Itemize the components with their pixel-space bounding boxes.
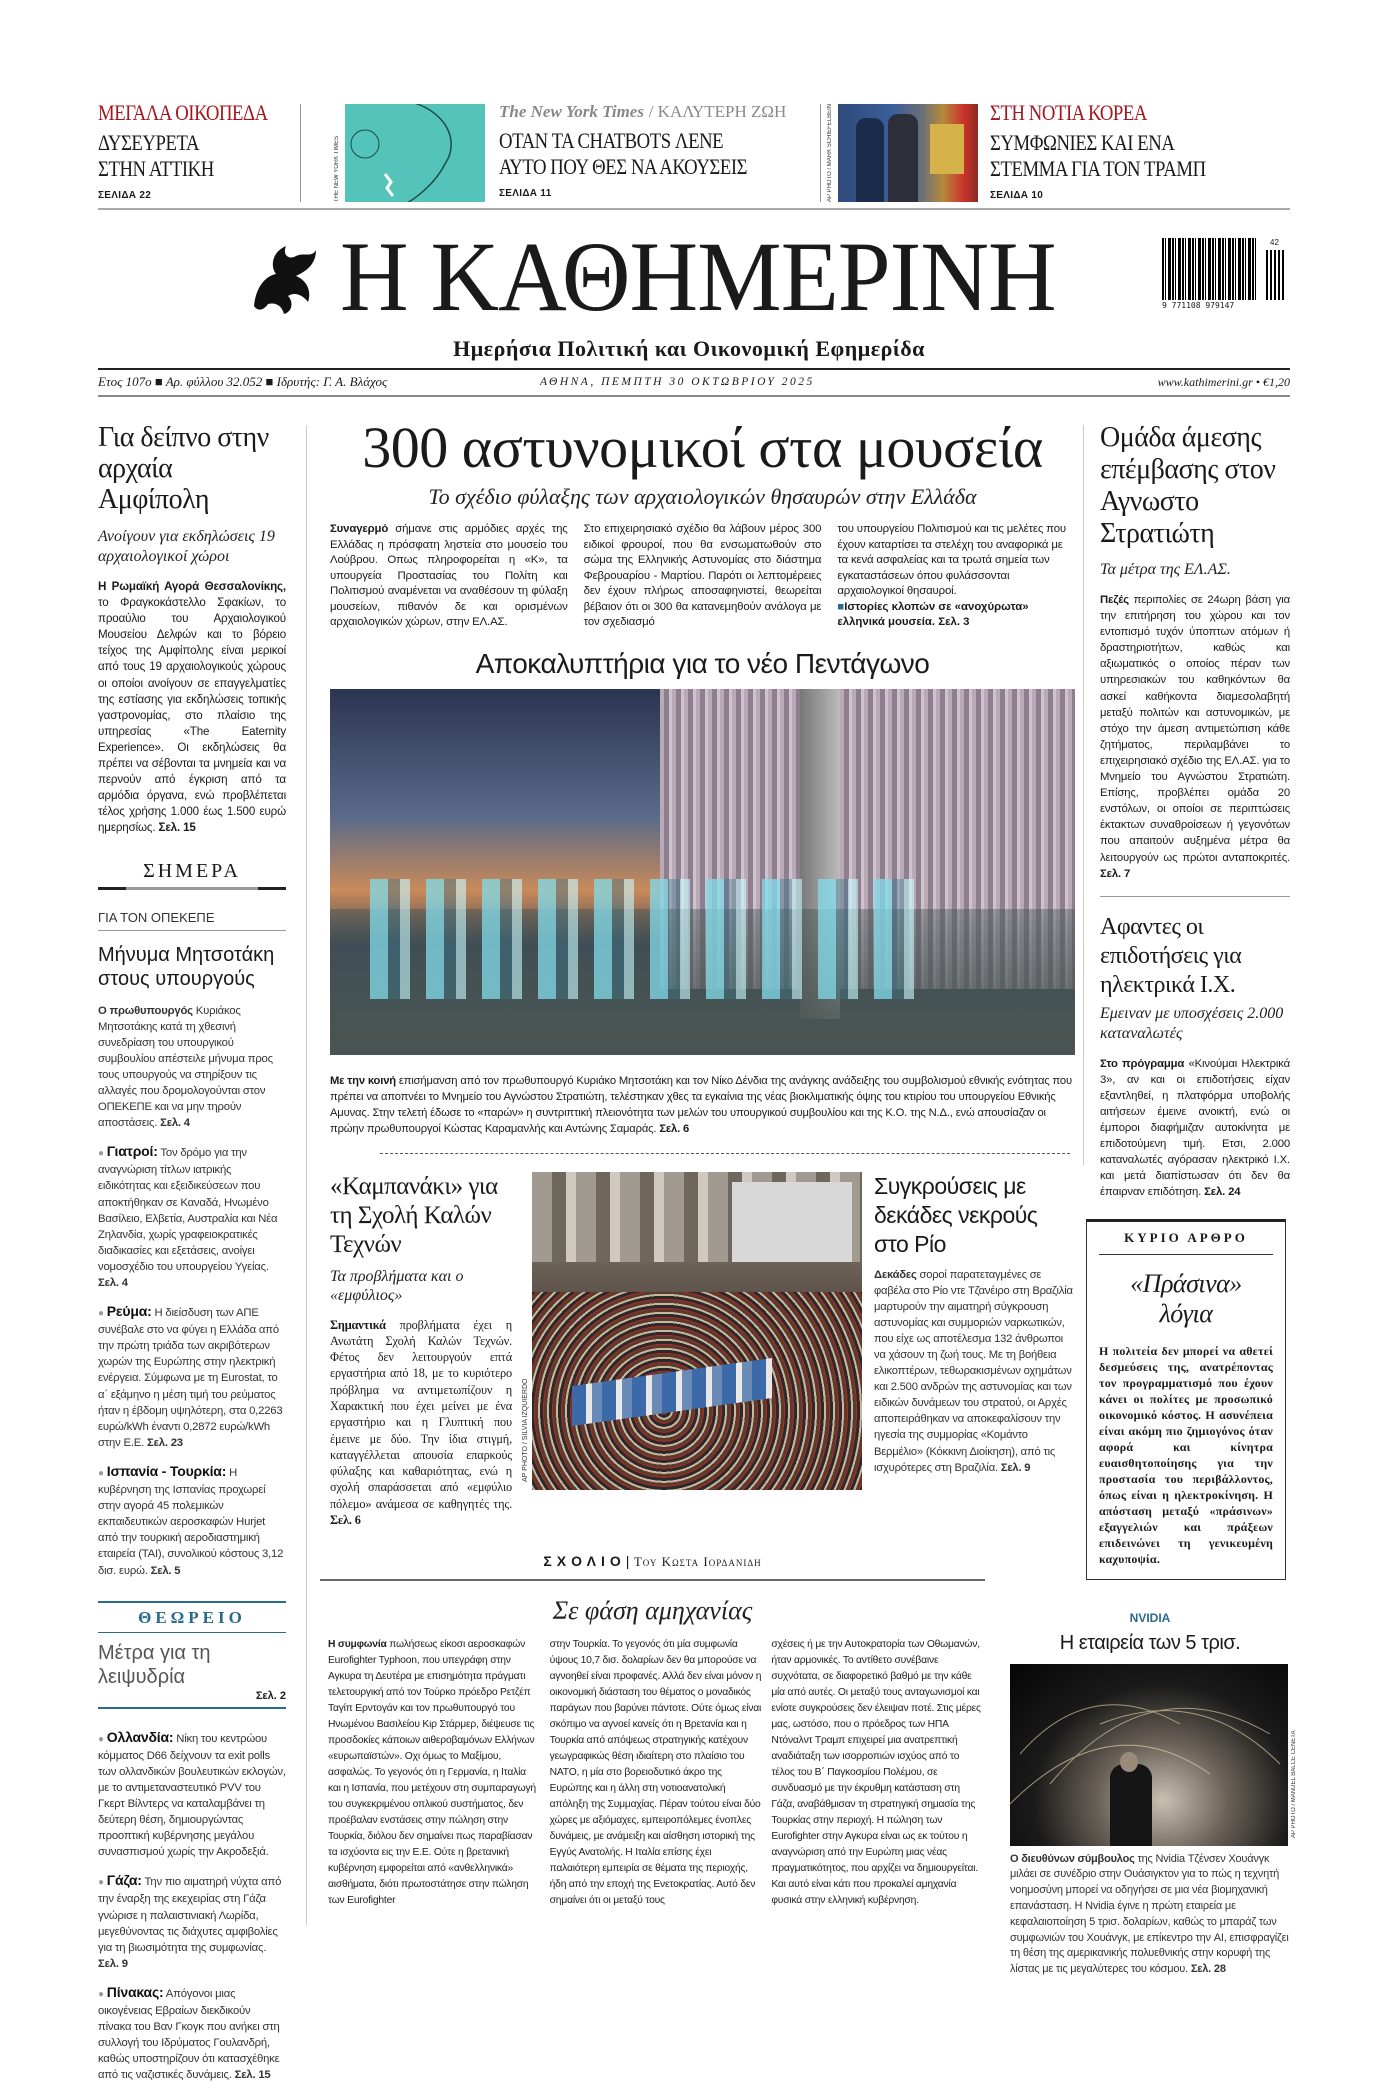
section-title: ΣΧΟΛΙΟ xyxy=(543,1553,626,1570)
website-price[interactable]: www.kathimerini.gr • €1,20 xyxy=(1157,375,1290,389)
theoreio-section xyxy=(98,1601,286,2083)
related-link[interactable]: ■Ιστορίες κλοπών σε «ανοχύρωτα» ελληνικά μουσεία. Σελ. 3 xyxy=(837,600,1029,628)
headline: «Καμπανάκι» για τη Σχολή Καλών Τεχνών xyxy=(330,1172,498,1258)
lead-body-col3: του υπουργείου Πολιτισμού και τις μελέτες που έχουν καταρτίσει τα στελέχη του αναφορικά με τα κενά ασφαλείας και τα τρωτά σημεία των εγκαταστάσεων όπου φυλάσσονται αρχαιολογικοί θησαυροί. xyxy=(837,523,1066,597)
headline: «Πράσινα» λόγια xyxy=(1130,1268,1242,1328)
issue-info: Ετος 107ο ■ Αρ. φύλλου 32.052 ■ Ιδρυτής: Γ. Α. Βλάχος xyxy=(98,374,388,389)
headline: Για δείπνο στην αρχαία Αμφίπολη xyxy=(98,422,269,515)
article-rio[interactable] xyxy=(874,1172,1075,1476)
subhead: Τα προβλήματα και ο «εμφύλιος» xyxy=(330,1267,464,1304)
photo-credit: THE NEW YORK TIMES xyxy=(334,135,340,202)
kicker: NVIDIA xyxy=(1129,1610,1171,1625)
comment-headline[interactable]: Σε φάση αμηχανίας xyxy=(552,1596,753,1626)
article-body: Δεκάδες σοροί παρατεταγμένες σε φαβέλα στο Ρίο ντε Τζανέιρο στη Βραζιλία μαρτυρούν την αιματηρή σύγκρουση αστυνομίας και συμμοριών ναρκωτικών, που είχε ως αποτέλεσμα 132 άνθρωποι να χάσουν τη ζωή τους. Με τη βοήθεια ελικοπτέρων, τεθωρακισμένων οχημάτων και 2.500 ανδρών της αστυνομίας και των ειδικών δυνάμεων του στρατού, οι Αρχές αποπειράθηκαν να αποκεφαλίσουν την ηγεσία της συμμορίας «Κομάντο Βερμέλιο» (Κόκκινη Διοίκηση), από τις ισχυρότερες στη Βραζιλία. Σελ. 9 xyxy=(874,1268,1073,1474)
teaser-kicker: ΣΤΗ ΝΟΤΙΑ ΚΟΡΕΑ xyxy=(990,100,1147,125)
article-body: Σημαντικά προβλήματα έχει η Ανωτάτη Σχολή Καλών Τεχνών. Φέτος δεν λειτουργούν επτά εργαστήρια από 18, με το κυριότερο πρόβλημα να αντιμετωπίζουν η Χαρακτική που έχει μείνει με ένα εργαστήριο και η Γλυπτική που έμεινε με δύο. Την ίδια στιγμή, καταγγέλλεται απουσία επαρκούς φύλαξης και καθαριότητας, ενώ η σχολή σπαράσσεται από «εμφύλιο πόλεμο» ανάμεσα σε καθηγητές της. Σελ. 6 xyxy=(330,1317,512,1528)
lead-body-col2: Στο επιχειρησιακό σχέδιο θα λάβουν μέρος 300 ειδικοί φρουροί, που θα ενσωματωθούν στο σώμα της Ελληνικής Αστυνομίας στο διάστημα Φεβρουαρίου - Μαρτίου. Παρότι οι λεπτομέρειες δεν έχουν πλήρως αποσαφηνιστεί, θεωρείται βέβαιον ότι οι 300 θα κατανεμηθούν ανάλογα με τον σχεδιασμό xyxy=(583,523,822,628)
teaser-kicker: / ΚΑΛΥΤΕΡΗ ΖΩΗ xyxy=(648,102,787,121)
photo-nvidia-ceo xyxy=(1010,1664,1288,1846)
teaser-korea[interactable] xyxy=(990,100,1290,201)
masthead-subtitle: Ημερήσια Πολιτική και Οικονομική Εφημερίδα xyxy=(453,336,925,361)
comment-header: ΣΧΟΛΙΟ| Του Κωστα Ιορδανιδη xyxy=(543,1553,762,1570)
pentagon-headline[interactable]: Αποκαλυπτήρια για το νέο Πεντάγωνο xyxy=(475,647,930,679)
subhead: Ανοίγουν για εκδηλώσεις 19 αρχαιολογικοί χώροι xyxy=(98,528,275,565)
barcode xyxy=(1162,238,1288,312)
masthead-title: Η ΚΑΘΗΜΕΡΙΝΗ xyxy=(340,221,1056,332)
teaser-headline: ΔΥΣΕΥΡΕΤΑ xyxy=(98,130,200,155)
brief-item[interactable]: ● Ρεύμα: Η διείσδυση των ΑΠΕ συνέβαλε στο να φύγει η Ελλάδα από την πρώτη τριάδα των ακριβότερων χωρών της Ευρώπης στην ηλεκτρική ενέργεια. Σύμφωνα με τη Eurostat, το α΄ εξάμηνο η μέση τιμή του ρεύματος ήταν η έβδομη υψηλότερη, στα 0,2263 ευρώ/kWh έναντι 0,2872 ευρώ/kWh στην Ε.Ε. Σελ. 23 xyxy=(98,1303,283,1449)
lead-body-col1: Συναγερμό σήμανε στις αρμόδιες αρχές της Ελλάδας η πρόσφατη ληστεία στο μουσείο του Λούβρου. Οπως πληροφορείται η «Κ», τα υπουργεία Προστασίας του Πολίτη και Πολιτισμού αναμένεται να αναθέσουν τη φύλαξη μουσείων, πιθανόν δε και ορισμένων αρχαιολογικών χώρων, στην ΕΛ.ΑΣ. xyxy=(330,523,568,628)
nvidia-caption: Ο διευθύνων σύμβουλος της Nvidia Τζένσεν Χουάνγκ μιλάει σε συνέδριο στην Ουάσιγκτον για το πώς η τεχνητή νοημοσύνη μπορεί να οδηγήσει σε μια νέα βιομηχανική επανάσταση. Η Nvidia έγινε η πρώτη εταιρεία με κεφαλαιοποίηση 5 τρισ. δολαρίων, καθώς το μπαράζ των συμφωνιών του Χουάνγκ, με επίκεντρο την AI, επισφραγίζει τη θέση της αμερικανικής πολυεθνικής στην κορυφή της λίστας με τις μεγαλύτερες του κόσμου. Σελ. 28 xyxy=(1010,1852,1289,1976)
lead-story[interactable] xyxy=(330,416,1075,631)
subhead: Εμειναν με υποσχέσεις 2.000 καταναλωτές xyxy=(1100,1004,1284,1042)
headline[interactable]: Μήνυμα Μητσοτάκη στους υπουργούς xyxy=(98,943,275,990)
brief-item[interactable]: ● Ισπανία - Τουρκία: Η κυβέρνηση της Ισπανίας προχωρεί στην αγορά 45 πολεμικών εκπαιδευτικών αεροσκαφών Hurjet από την τουρκική αεροδιαστημική εταιρεία (TAI), συνολικού κόστους 3,12 δισ. ευρώ. Σελ. 5 xyxy=(98,1462,284,1577)
teaser-illustration-chatbot xyxy=(345,104,485,202)
pentagon-caption: Με την κοινή επισήμανση από τον πρωθυπουργό Κυριάκο Μητσοτάκη και τον Νίκο Δένδια της ανάγκης ανάδειξης του συμβολισμού εθνικής ενότητας που πρέπει να αποπνέει το Μνημείο του Αγνώστου Στρατιώτη, τελέστηκαν χθες τα εγκαίνια της νέας βιοκλιματικής όψης του κτιρίου του υπουργείου Εθνικής Αμυνας. Στην τελετή έδωσε το «παρών» η συντριπτική πλειονότητα των μελών του υπουργικού συμβουλίου και της Κ.Ο. της Ν.Δ., ενώ απουσίαζαν οι πρώην πρωθυπουργοί Κώστας Καραμανλής και Αντώνης Σαμαράς. Σελ. 6 xyxy=(330,1074,1072,1135)
issue-addon: 42 xyxy=(1270,238,1279,247)
headline[interactable]: Μέτρα για τη λειψυδρία xyxy=(98,1641,211,1688)
brief-item[interactable]: ● Γάζα: Την πιο αιματηρή νύχτα από την έναρξη της εκεχειρίας στη Γάζα γνώρισε η παλαιστινιακή Λωρίδα, μεγεθύνοντας τις διάχυτες αμφιβολίες για τη βιωσιμότητα της συμφωνίας. Σελ. 9 xyxy=(98,1872,282,1970)
brief-item[interactable]: ● Γιατροί: Τον δρόμο για την αναγνώριση τίτλων ιατρικής ειδικότητας και εξειδικεύσεων που αποκτήθηκαν σε Καναδά, Ηνωμένο Βασίλειο, Ελβετία, Αυστραλία και Νέα Ζηλανδία, χωρίς γραφειοκρατικές διαδικασίες και εξετάσεις, ανοίγει νομοσχέδιο του υπουργείου Υγείας. Σελ. 4 xyxy=(98,1143,278,1289)
page-ref: Σελ. 2 xyxy=(255,1689,286,1702)
article-nvidia[interactable] xyxy=(1010,1610,1297,1978)
photo-pentagon-facade xyxy=(330,689,1075,1055)
editorial-box[interactable] xyxy=(1086,1219,1286,1580)
subhead: Τα μέτρα της ΕΛ.ΑΣ. xyxy=(1100,561,1231,578)
issue-date: ΑΘΗΝΑ, ΠΕΜΠΤΗ 30 ΟΚΤΩΒΡΙΟΥ 2025 xyxy=(540,376,815,388)
comment-col3: σχέσεις ή με την Αυτοκρατορία των Οθωμανών, ήταν αρμονικές. Το αντίθετο συνέβαινε συχνότατα, σε διαφορετικό βαθμό με την κάθε μία από αυτές. Οι μεταξύ τους ανταγωνισμοί και ενίοτε συγκρούσεις δεν έλειψαν ποτέ. Στις μέρες μας, ωστόσο, που ο πρόεδρος των ΗΠΑ Ντόναλντ Τραμπ επιχειρεί μια ανατρεπτική αναδιάταξη των ισορροπιών ισχύος από το τέλος του Β΄ Παγκοσμίου Πολέμου, σε συνδυασμό με την έκρυθμη κατάσταση στη Γάζα, αναβάθμισαν τη στρατηγική σημασία της Τουρκίας στην περιοχή. Η πώληση των Eurofighter στην Αγκυρα είναι ως εκ τούτου η αναγνώριση από την Ευρώπη μιας νέας πραγματικότητος, που αρχίζει να δημιουργείται. Και αυτό είναι κάτι που προκαλεί αμηχανία φυσικά στην ελληνική κυβέρνηση. xyxy=(771,1639,981,1907)
today-section xyxy=(98,859,286,1579)
teaser-photo-trump-korea xyxy=(838,104,978,202)
article-body: Η πολιτεία δεν μπορεί να αθετεί δεσμεύσεις της, ανατρέποντας τον προγραμματισμό που έχουν κάνει οι πολίτες με προσωπικό οικονομικό κόστος. Η ασυνέπεια είναι ακόμη πιο ζημιογόνος όταν αφορά και κίνητρα ευαισθητοποίησης για την προστασία του περιβάλλοντος, όπως είναι η ηλεκτροκίνηση. Η απόσταση μεταξύ «πράσινων» εξαγγελιών και πράξεων επιδεινώνει τη γενικευμένη καχυποψία. xyxy=(1099,1343,1273,1566)
story-row xyxy=(330,1172,1075,1529)
teaser-headline: ΟΤΑΝ ΤΑ CHATBOTS ΛΕΝΕ xyxy=(499,128,724,153)
section-title: ΘΕΩΡΕΙΟ xyxy=(138,1607,246,1627)
teaser-headline: ΣΥΜΦΩΝΙΕΣ ΚΑΙ ΕΝΑ xyxy=(990,130,1175,155)
headline: Συγκρούσεις με δεκάδες νεκρούς στο Ρίο xyxy=(874,1172,1038,1257)
photo-credit: AP PHOTO / MANUEL BALCE CENETA xyxy=(1291,1730,1297,1838)
headline: Αφαντες οι επιδοτήσεις για ηλεκτρικά Ι.Χ. xyxy=(1100,913,1242,998)
byline: Του Κωστα Ιορδανιδη xyxy=(633,1554,762,1570)
teaser-kicker: ΜΕΓΑΛΑ ΟΙΚΟΠΕΔΑ xyxy=(98,100,268,125)
comment-col1: Η συμφωνία πωλήσεως είκοσι αεροσκαφών Eurofighter Typhoon, που υπεγράφη στην Αγκυρα τη Δευτέρα με επισημότητα πράγματι τελετουργική από τον Τούρκο πρόεδρο Ρετζέπ Ταγίπ Ερντογάν και τον πρωθυπουργό του Ηνωμένου Βασιλείου Κιρ Στάρμερ, διέψευσε τις προσδοκίες κάποιων αιθεροβαμόνων Ελλήνων «ευρωπαϊστών». Οχι όμως το Μαξίμου, ασφαλώς. Το γεγονός ότι η Γερμανία, η Ιταλία και η Ισπανία, που μετέχουν στη συμπαραγωγή του συγκεκριμένου οπλικού συστήματος, δεν προέβαλαν ενστάσεις στην πώληση στην Τουρκία, διόλου δεν σημαίνει πως παραβίασαν τα ισχύοντα εις την Ε.Ε. Ούτε η βρετανική κυβέρνηση εμφορείται από «ανθελληνικά» αισθήματα, διότι πρωτοστάτησε στην πώληση των Eurofighter xyxy=(328,1639,536,1907)
teaser-page: ΣΕΛΙΔΑ 10 xyxy=(990,190,1044,201)
photo-credit: AP PHOTO / MARK SCHIEFELBEIN xyxy=(827,104,833,202)
headline: Ομάδα άμεσης επέμβασης στον Αγνωστο Στρατιώτη xyxy=(1100,422,1276,549)
comment-col2: στην Τουρκία. Το γεγονός ότι μία συμφωνία ύψους 10,7 δισ. δολαρίων δεν θα μπορούσε να αγνοηθεί είναι προφανές. Αλλά δεν είναι μόνον η οικονομική διάσταση του θέματος ο μοναδικός παράγων που βαρύνει πάντοτε. Ούτε όμως είναι σκόπιμο να αγνοεί κανείς ότι η Βρετανία και η Τουρκία από απόψεως στρατηγικής κατέχουν γεωγραφικώς θέση ιδιαίτερη στο πλαίσιο του ΝΑΤΟ, η μία στο βορειοδυτικό άκρο της Ευρώπης και η άλλη στη νοτιοανατολική απόληξη της Συμμαχίας. Πέραν τούτου είναι δύο χώρες με αξιόμαχες, εμπειροπόλεμες ένοπλες δυνάμεις, με ανάμειξη και αίσθηση ιστορική της Εγγύς Ανατολής. Η Ιταλία επίσης έχει παλαιότερη εμπειρία σε θέματα της περιοχής, ήδη από την εποχή της Ενετοκρατίας. Αυτό δεν σημαίνει ότι οι μεταξύ τους xyxy=(549,1639,762,1907)
barcode-digits: 9 771108 979147 xyxy=(1162,301,1235,310)
article-amfipoli[interactable] xyxy=(98,422,286,837)
kicker: ΓΙΑ ΤΟΝ ΟΠΕΚΕΠΕ xyxy=(98,910,286,931)
article-fine-arts-school[interactable] xyxy=(330,1172,512,1529)
nyt-logo: The New York Times xyxy=(499,102,644,121)
article-body: Πεζές περιπολίες σε 24ωρη βάση για την επιτήρηση του χώρου και τον εντοπισμό τυχόν ύποπτων ατόμων ή δραστηριοτήτων, καθώς και αξιωματικός ο οποίος πέραν των υπηρεσιακών του καθηκόντων θα ασκεί καθήκοντα διαμεσολαβητή μεταξύ πολιτών και αστυνομικών, με στόχο την άμεση αντιμετώπιση κάθε ζητήματος, περιλαμβάνει το επιχειρησιακό σχέδιο της ΕΛ.ΑΣ. για το Μνημείο του Αγνώστου Στρατιώτη. Επίσης, προβλέπει ομάδα 20 ενστόλων, οι οποίοι σε περιπτώσεις έκτακτων συναθροίσεων ή γεγονότων που απαιτούν αυξημένα μέτρα θα λειτουργούν ως πρώτοι ανταποκριτές. Σελ. 7 xyxy=(1100,594,1290,880)
comment-section xyxy=(320,1552,985,1909)
teaser-headline: ΑΥΤΟ ΠΟΥ ΘΕΣ ΝΑ ΑΚΟΥΣΕΙΣ xyxy=(499,154,748,179)
section-title: ΚΥΡΙΟ ΑΡΘΡΟ xyxy=(1099,1230,1273,1255)
center-column xyxy=(330,416,1075,1909)
teaser-large-plots[interactable] xyxy=(98,100,298,201)
article-body: Η Ρωμαϊκή Αγορά Θεσσαλονίκης, το Φραγκοκάστελλο Σφακίων, το προαύλιο του Αρχαιολογικού Μουσείου Δελφών και το βόρειο τείχος της Αμφίπολης είναι μερικοί από τους 19 αρχαιολογικούς χώρους οι οποίοι ανοίγουν σε επαγγελματίες της εστίασης για εκδηλώσεις τοπικής γαστρονομίας, στο πλαίσιο της υπηρεσίας «The Eaternity Experience». Οι εκδηλώσεις θα πρέπει να σέβονται τα μνημεία και να περνούν από έγκριση από τα αρμόδια όργανα, ενώ προβλέπεται τέλος χρήσης 1.000 έως 1.500 ευρώ ημερησίως. Σελ. 15 xyxy=(98,580,286,835)
section-title: ΣΗΜΕΡΑ xyxy=(143,859,241,882)
article-body: Ο πρωθυπουργός Κυριάκος Μητσοτάκης κατά τη χθεσινή συνεδρίαση του υπουργικού συμβουλίου απέστειλε μήνυμα προς τους υπουργούς να στηρίξουν τις αλλαγές που δρομολογούνται στον ΟΠΕΚΕΠΕ και να μην τηρούν αποστάσεις. Σελ. 4 xyxy=(98,1004,273,1130)
teaser-headline: ΣΤΗΝ ΑΤΤΙΚΗ xyxy=(98,156,214,181)
griffin-logo-icon xyxy=(246,236,322,316)
teaser-page: ΣΕΛΙΔΑ 11 xyxy=(499,188,552,199)
page-ref: Σελ. 15 xyxy=(158,821,196,835)
article-ev-subsidies[interactable] xyxy=(1100,913,1290,1201)
brief-item[interactable]: ● Ολλανδία: Νίκη του κεντρώου κόμματος D66 δείχνουν τα exit polls των ολλανδικών βουλευτικών εκλογών, με το αντιμεταναστευτικό PVV του Γκερτ Βίλντερς να καταλαμβάνει τη δεύτερη θέση, δημιουργώντας προοπτική κυβέρνησης μεγάλου συνασπισμού χωρίς την Ακροδεξιά. xyxy=(98,1728,286,1859)
photo-credit: AP PHOTO / SILVIA IZQUIERDO xyxy=(522,1378,529,1482)
teaser-headline: ΣΤΕΜΜΑ ΓΙΑ ΤΟΝ ΤΡΑΜΠ xyxy=(990,156,1206,181)
right-column xyxy=(1010,422,1297,1978)
photo-rio-favela xyxy=(532,1172,862,1490)
nvidia-headline: Η εταιρεία των 5 τρισ. xyxy=(1059,1631,1241,1654)
lead-subhead: Το σχέδιο φύλαξης των αρχαιολογικών θησαυρών στην Ελλάδα xyxy=(428,484,977,509)
brief-item[interactable]: ● Πίνακας: Απόγονοι μιας οικογένειας Εβραίων διεκδικούν πίνακα του Βαν Γκογκ που ανήκει στη συλλογή του Ιδρύματος Γουλανδρή, καθώς υποστηρίζουν ότι κατασχέθηκε από τις ναζιστικές δυνάμεις. Σελ. 15 xyxy=(98,1983,280,2082)
left-column xyxy=(98,422,286,2083)
teaser-page: ΣΕΛΙΔΑ 22 xyxy=(98,190,152,201)
teaser-chatbots[interactable] xyxy=(499,102,809,199)
article-body: Στο πρόγραμμα «Κινούμαι Ηλεκτρικά 3», αν και οι επιδοτήσεις είχαν εξαντληθεί, η πλατφόρμα υποβολής αιτήσεων έμεινε ανοικτή, ενώ οι έμποροι διαφήμιζαν αυτοκίνητα με επιδοτούμενη τιμή. Ετσι, 2.000 καταναλωτές αγόρασαν ηλεκτρικό Ι.Χ. και μετά διαπίστωσαν ότι δεν θα έπαιρναν επιδότηση. Σελ. 24 xyxy=(1100,1057,1290,1199)
article-unknown-soldier[interactable] xyxy=(1100,422,1290,882)
comment-body xyxy=(328,1637,983,1909)
lead-headline: 300 αστυνομικοί στα μουσεία xyxy=(362,415,1043,480)
line-drawing-icon xyxy=(345,104,485,202)
